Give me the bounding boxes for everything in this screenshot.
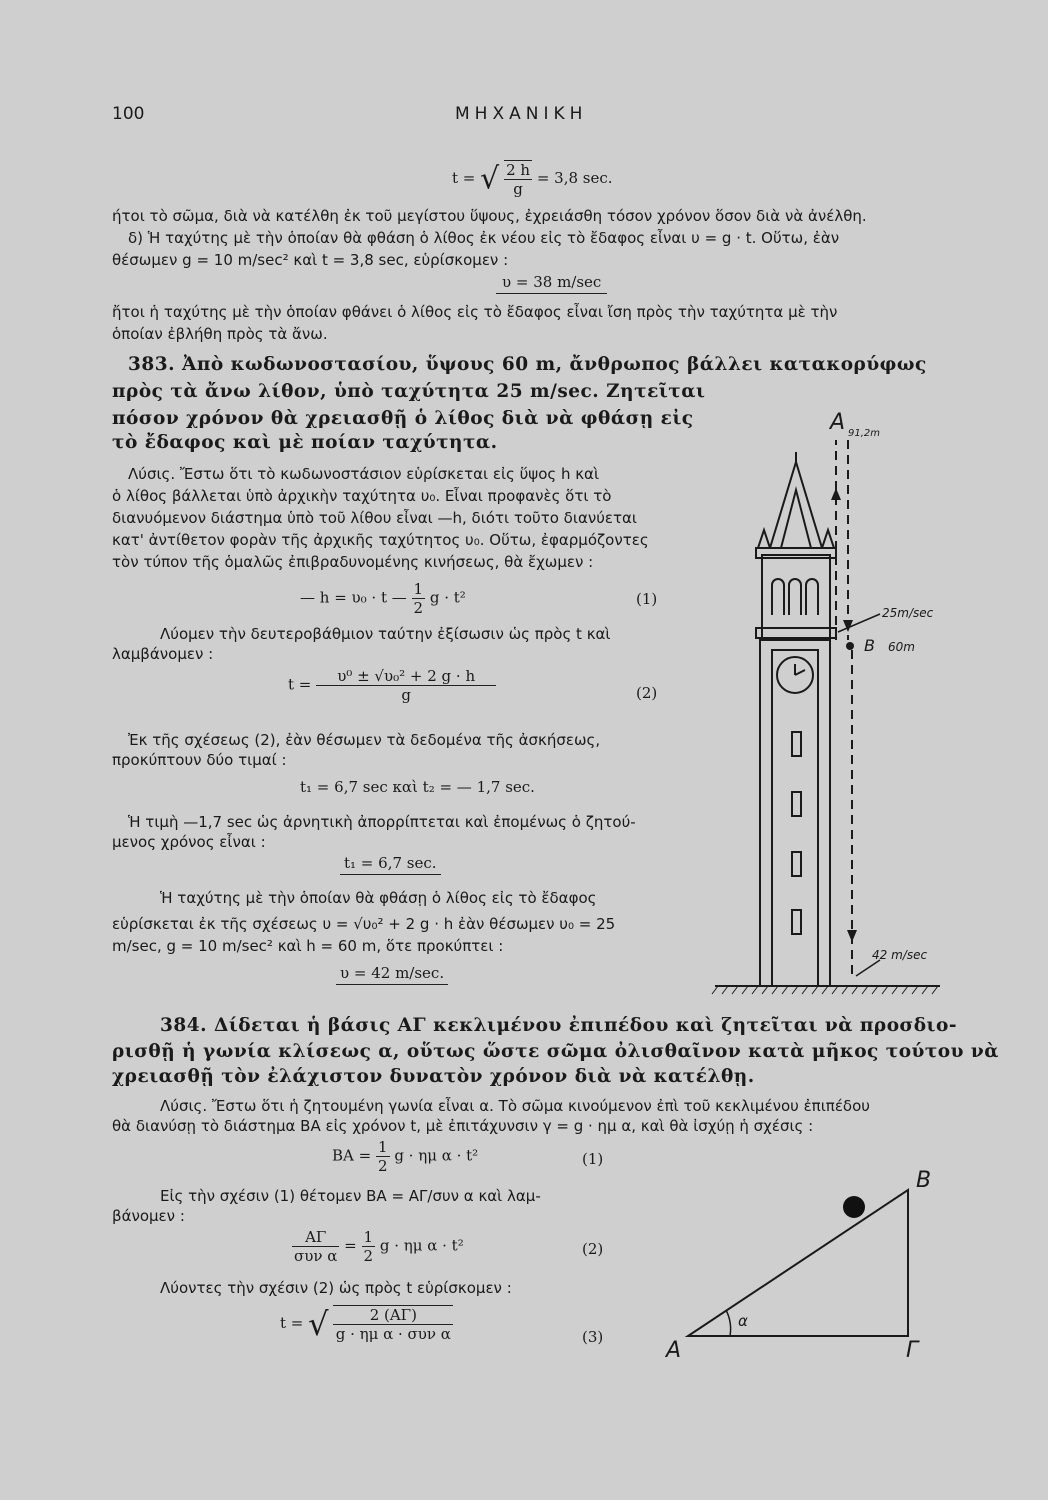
p383-sol-5: τὸν τύπον τῆς ὁμαλῶς ἐπιβραδυνομένης κινήσεως, θὰ ἔχωμεν : [112,553,594,571]
body-ball [843,1196,865,1218]
p383-eq-4: t₁ = 6,7 sec. [340,854,441,875]
fig-label-h: 60m [888,640,915,654]
eq-num: 1 [363,1228,374,1246]
p384-eq-3 [280,1305,453,1343]
p383-eq-2 [288,667,496,704]
p383-sol-1: Λύσις. Ἔστω ὅτι τὸ κωδωνοστάσιον εὑρίσκεται εἰς ὕψος h καὶ [128,465,600,483]
eq-num: υ⁰ ± √υ₀² + 2 g · h [316,667,496,686]
stone-B [846,642,854,650]
eq-lhs: t = [280,1314,304,1332]
p383-heading-3: πόσον χρόνον θὰ χρειασθῇ ὁ λίθος διὰ νὰ φθάσῃ εἰς [112,408,694,429]
p384-sol-4: βάνομεν : [112,1207,185,1225]
eq-fraction [504,160,532,198]
intro-line-2: δ) Ἡ ταχύτης μὲ τὴν ὁποίαν θὰ φθάση ὁ λίθος ἐκ νέου εἰς τὸ ἔδαφος εἶναι υ = g · t. Οὕτω, ἐὰν [128,229,840,247]
page-number: 100 [112,104,145,124]
eq-num: 1 [413,580,424,598]
eq-lhs: t = [288,675,312,694]
intro-eq-t [452,160,613,198]
clock-face [777,657,813,693]
eq-num: 2 h [506,161,531,179]
belfry-arches [772,579,818,615]
p383-sol-12: Ἡ ταχύτης μὲ τὴν ὁποίαν θὰ φθάσῃ ὁ λίθος εἰς τὸ ἔδαφος [160,889,597,907]
eq-fraction [376,1138,390,1175]
sqrt-symbol: √ [480,161,500,197]
eq-left: ΒΑ = [332,1146,372,1165]
fig-label-A: A [830,410,846,435]
ground-hatching [712,986,938,994]
eq-fraction [316,667,496,704]
eq-den: 2 [363,1247,374,1265]
eq-right: g · t² [429,588,466,607]
p383-sol-8: Ἐκ τῆς σχέσεως (2), ἐὰν θέσωμεν τὰ δεδομένα τῆς ἀσκήσεως, [128,731,601,749]
p384-heading-1: 384. Δίδεται ἡ βάσις ΑΓ κεκλιμένου ἐπιπέδου καὶ ζητεῖται νὰ προσδιο- [160,1015,957,1036]
p384-sol-1: Λύσις. Ἔστω ὅτι ἡ ζητουμένη γωνία εἶναι α. Τὸ σῶμα κινούμενον ἐπὶ τοῦ κεκλιμένου ἐπιπέδου [160,1097,870,1115]
fig-label-v0: 25m/sec [882,606,934,620]
p384-sol-5: Λύοντες τὴν σχέσιν (2) ὡς πρὸς t εὑρίσκομεν : [160,1279,512,1297]
p384-sol-2: θὰ διανύσῃ τὸ διάστημα ΒΑ εἰς χρόνον t, μὲ ἐπιτάχυνσιν γ = g · ημ α, καὶ θὰ ἰσχύῃ ἡ σχέσις : [112,1117,814,1135]
fig2-label-A: A [666,1338,682,1363]
p383-sol-14: m/sec, g = 10 m/sec² καὶ h = 60 m, ὅτε προκύπτει : [112,937,504,955]
intro-line-3: θέσωμεν g = 10 m/sec² καὶ t = 3,8 sec, εὑρίσκομεν : [112,251,509,269]
p383-heading-2: πρὸς τὰ ἄνω λίθον, ὑπὸ ταχύτητα 25 m/sec. Ζητεῖται [112,381,706,402]
p383-sol-11: μενος χρόνος εἶναι : [112,833,266,851]
p384-eq-2-tag: (2) [582,1240,604,1258]
fig-label-B: B [864,636,875,655]
p383-eq-5: υ = 42 m/sec. [336,964,448,985]
p384-heading-2: ρισθῇ ἡ γωνία κλίσεως α, οὕτως ὥστε σῶμα ὀλισθαῖνον κατὰ μῆκος τούτου νὰ [112,1041,999,1062]
eq-den: g · ημ α · συν α [335,1325,451,1343]
p383-eq-3: t₁ = 6,7 sec καὶ t₂ = — 1,7 sec. [300,778,535,796]
p383-eq-2-tag: (2) [636,684,658,702]
eq-den-left: συν α [294,1247,338,1265]
eq-den: g [513,180,523,198]
eq-den: 2 [377,1157,388,1175]
eq-rhs: = 3,8 sec. [536,169,613,187]
fig2-label-alpha: α [738,1312,748,1330]
p383-sol-6: Λύομεν τὴν δευτεροβάθμιον ταύτην ἐξίσωσιν ὡς πρὸς t καὶ [160,625,611,643]
eq-right: g · ημ α · t² [379,1236,464,1255]
tower-shaft [760,640,830,986]
eq-lhs: t = [452,169,476,187]
intro-line-4: ἤτοι ἡ ταχύτης μὲ τὴν ὁποίαν φθάνει ὁ λίθος εἰς τὸ ἔδαφος εἶναι ἴση πρὸς τὴν ταχύτητα μὲ τὴν [112,303,838,321]
intro-line-5: ὁποίαν ἐβλήθη πρὸς τὰ ἄνω. [112,325,328,343]
fig2-label-B: B [916,1168,932,1193]
intro-line-1: ήτοι τὸ σῶμα, διὰ νὰ κατέλθη ἐκ τοῦ μεγίστου ὕψους, ἐχρειάσθη τόσον χρόνον ὅσον διὰ νὰ ἀνέλθη. [112,207,867,225]
p384-sol-3: Εἰς τὴν σχέσιν (1) θέτομεν ΒΑ = ΑΓ/συν α καὶ λαμ- [160,1187,541,1205]
p383-sol-9: προκύπτουν δύο τιμαί : [112,751,287,769]
p383-sol-7: λαμβάνομεν : [112,645,214,663]
intro-eq-v: υ = 38 m/sec [496,273,607,294]
p384-eq-1 [332,1138,478,1175]
eq-sign: = [344,1236,357,1255]
p383-sol-2: ὁ λίθος βάλλεται ὑπὸ ἀρχικὴν ταχύτητα υ₀. Εἶναι προφανὲς ὅτι τὸ [112,487,612,505]
running-title: ΜΗΧΑΝΙΚΗ [455,104,588,124]
eq-fraction-left [292,1228,339,1265]
spire [770,462,822,548]
eq-num: 2 (ΑΓ) [333,1306,453,1325]
p383-eq-1-tag: (1) [636,590,658,608]
eq-num: 1 [377,1138,388,1156]
eq-den: g [401,686,411,704]
p384-eq-2 [292,1228,464,1265]
eq-fraction [333,1305,453,1343]
eq-right: g · ημ α · t² [394,1146,479,1165]
p383-eq-1 [300,580,466,617]
belfry [762,555,830,640]
fig-label-height-A: 91,2m [848,428,881,439]
fig-label-vf: 42 m/sec [872,948,928,962]
sqrt-symbol: √ [308,1305,329,1343]
angle-arc [726,1310,731,1336]
p384-eq-1-tag: (1) [582,1150,604,1168]
p383-sol-13: εὑρίσκεται ἐκ τῆς σχέσεως υ = √υ₀² + 2 g · h ἐὰν θέσωμεν υ₀ = 25 [112,915,616,933]
triangle [688,1190,908,1336]
p384-eq-3-tag: (3) [582,1328,604,1346]
eq-fraction [412,580,426,617]
p384-heading-3: χρειασθῇ τὸν ἐλάχιστον δυνατὸν χρόνον διὰ νὰ κατέλθῃ. [112,1066,755,1087]
p383-sol-3: διανυόμενον διάστημα ὑπὸ τοῦ λίθου εἶναι —h, διότι τοῦτο διανύεται [112,509,637,527]
p383-sol-4: κατ' ἀντίθετον φορὰν τῆς ἀρχικῆς ταχύτητος υ₀. Οὕτω, ἐφαρμόζοντες [112,531,649,549]
p383-sol-10: Ἡ τιμὴ —1,7 sec ὡς ἀρνητικὴ ἀπορρίπτεται καὶ ἐπομένως ὁ ζητού- [128,813,636,831]
eq-num-left: ΑΓ [292,1228,339,1247]
eq-fraction [362,1228,376,1265]
eq-left: — h = υ₀ · t — [300,588,407,607]
tower-inner [772,650,818,986]
eq-den: 2 [413,599,424,617]
p383-heading-4: τὸ ἔδαφος καὶ μὲ ποίαν ταχύτητα. [112,432,498,453]
p383-heading-1: 383. Ἀπὸ κωδωνοστασίου, ὕψους 60 m, ἄνθρωπος βάλλει κατακορύφως [128,354,927,375]
fig2-label-G: Γ [906,1338,919,1363]
